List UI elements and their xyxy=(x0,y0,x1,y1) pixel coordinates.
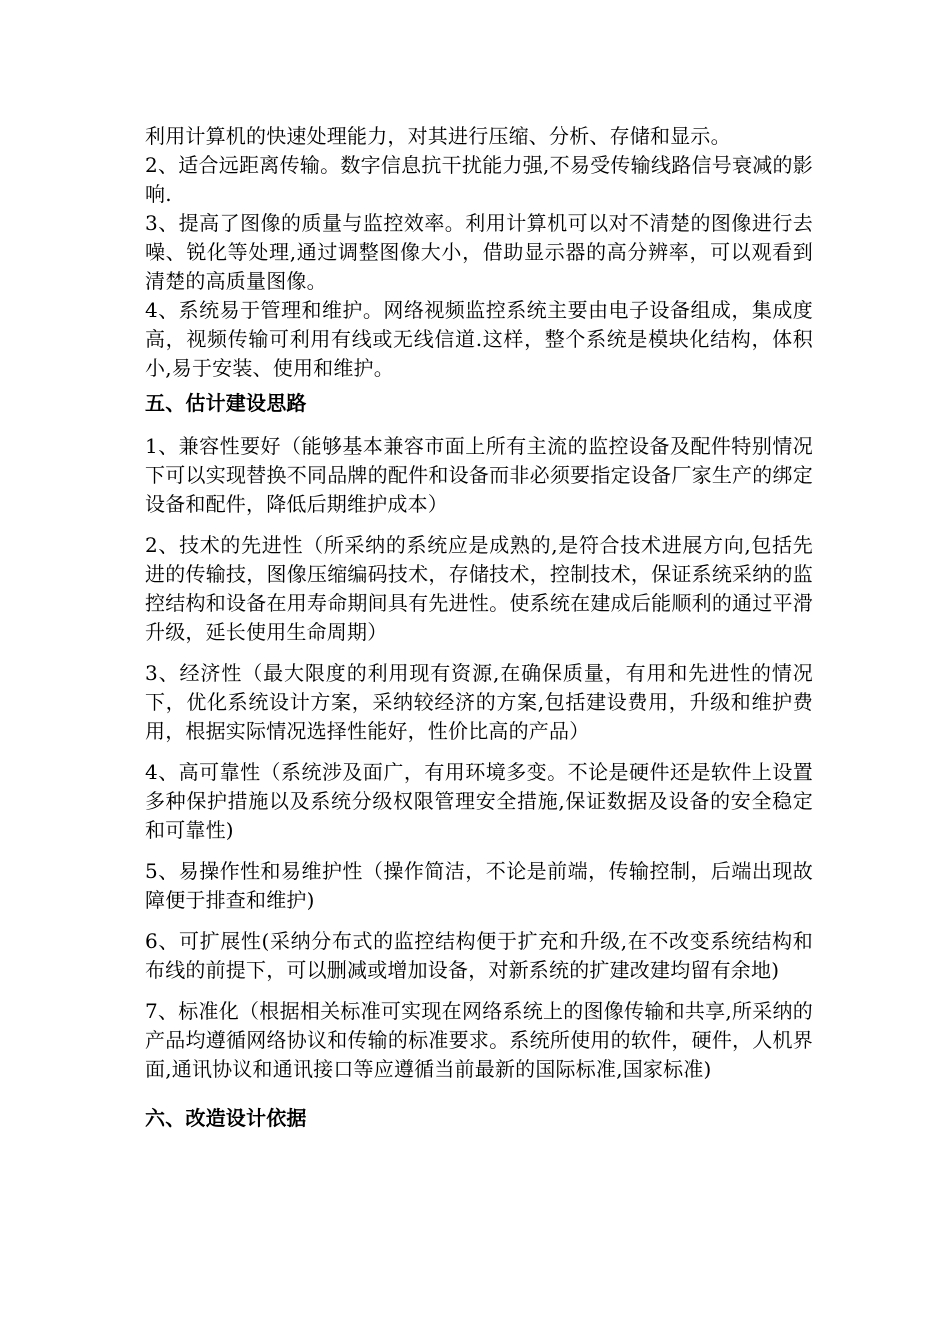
principle-item-7: 7、标准化（根据相关标准可实现在网络系统上的图像传输和共享,所采纳的产品均遵循网络协议和传输的标准要求。系统所使用的软件，硬件，人机界面,通讯协议和通讯接口等应遵循当前最新的国际标准,国家标准) xyxy=(145,999,813,1081)
principle-item-2: 2、技术的先进性（所采纳的系统应是成熟的,是符合技术进展方向,包括先进的传输技，图像压缩编码技术，存储技术，控制技术，保证系统采纳的监控结构和设备在用寿命期间具有先进性。使系统在建成后能顺利的通过平滑升级，延长使用生命周期） xyxy=(145,533,813,644)
advantage-item-2: 2、适合远距离传输。数字信息抗干扰能力强,不易受传输线路信号衰减的影响. xyxy=(145,153,813,206)
section-6-heading: 六、改造设计依据 xyxy=(145,1106,307,1130)
principle-item-3: 3、经济性（最大限度的利用现有资源,在确保质量，有用和先进性的情况下，优化系统设计方案，采纳较经济的方案,包括建设费用，升级和维护费用，根据实际情况选择性能好，性价比高的产品） xyxy=(145,661,813,743)
intro-line: 利用计算机的快速处理能力，对其进行压缩、分析、存储和显示。 xyxy=(145,124,731,148)
advantage-item-3: 3、提高了图像的质量与监控效率。利用计算机可以对不清楚的图像进行去噪、锐化等处理,通过调整图像大小，借助显示器的高分辨率，可以观看到清楚的高质量图像。 xyxy=(145,211,813,293)
document-body xyxy=(145,122,813,1147)
principle-item-1: 1、兼容性要好（能够基本兼容市面上所有主流的监控设备及配件特别情况下可以实现替换不同品牌的配件和设备而非必须要指定设备厂家生产的绑定设备和配件，降低后期维护成本） xyxy=(145,434,813,516)
principle-item-4: 4、高可靠性（系统涉及面广，有用环境多变。不论是硬件还是软件上设置多种保护措施以及系统分级权限管理安全措施,保证数据及设备的安全稳定和可靠性) xyxy=(145,760,813,842)
section-5-heading: 五、估计建设思路 xyxy=(145,391,307,415)
principle-item-5: 5、易操作性和易维护性（操作简洁，不论是前端，传输控制，后端出现故障便于排查和维护) xyxy=(145,859,813,912)
advantage-item-4: 4、系统易于管理和维护。网络视频监控系统主要由电子设备组成，集成度高，视频传输可利用有线或无线信道.这样，整个系统是模块化结构，体积小,易于安装、使用和维护。 xyxy=(145,298,813,380)
principle-item-6: 6、可扩展性(采纳分布式的监控结构便于扩充和升级,在不改变系统结构和布线的前提下，可以删减或增加设备，对新系统的扩建改建均留有余地) xyxy=(145,929,813,982)
